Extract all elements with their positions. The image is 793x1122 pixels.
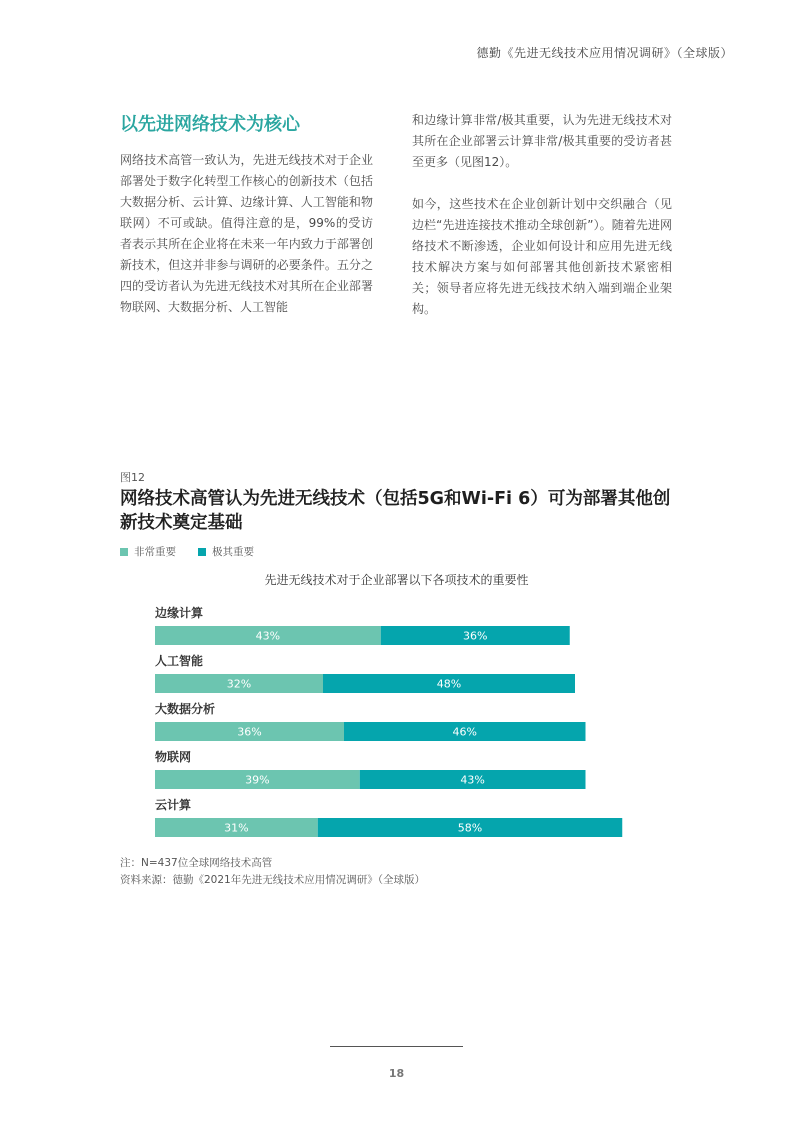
category-label: 云计算 (155, 798, 192, 812)
bar-value-label: 48% (436, 677, 462, 691)
bar-value-label: 43% (460, 773, 485, 787)
page-number: 18 (388, 1067, 405, 1080)
sample-note: 注：N=437位全球网络技术高管 (120, 857, 273, 869)
figure-label: 图12 (120, 471, 145, 484)
bar-value-label: 36% (237, 725, 262, 739)
body-paragraph: 如今，这些技术在企业创新计划中交织融合（见边栏“先进连接技术推动全球创新”）。随着先进网络技术不断渗透，企业如何设计和应用先进无线技术解决方案与如何部署其他创新技术紧密相关；领导者应将先进无线技术纳入端到端企业架构。 (412, 197, 672, 316)
chart-subtitle: 先进无线技术对于企业部署以下各项技术的重要性 (264, 573, 529, 587)
category-label: 物联网 (155, 750, 192, 764)
bar-value-label: 32% (226, 677, 252, 691)
bar-value-label: 58% (457, 821, 483, 835)
category-label: 大数据分析 (155, 702, 216, 716)
source-note: 资料来源：德勤《2021年先进无线技术应用情况调研》（全球版） (120, 874, 425, 886)
footer-divider (330, 1046, 463, 1047)
bar-value-label: 43% (255, 629, 281, 643)
bar-value-label: 31% (224, 821, 249, 835)
legend-label: 非常重要 (134, 546, 176, 558)
legend-label: 极其重要 (212, 546, 254, 558)
category-label: 人工智能 (155, 654, 204, 668)
bar-value-label: 36% (463, 629, 488, 643)
section-heading: 以先进网络技术为核心 (120, 114, 300, 135)
figure-title: 网络技术高管认为先进无线技术（包括5G和Wi-Fi 6）可为部署其他创新技术奠定基础 (120, 489, 671, 533)
running-header: 德勤《先进无线技术应用情况调研》（全球版） (476, 46, 733, 60)
bar-value-label: 46% (452, 725, 477, 739)
category-label: 边缘计算 (155, 606, 204, 620)
body-paragraph: 网络技术高管一致认为，先进无线技术对于企业部署处于数字化转型工作核心的创新技术（包括大数据分析、云计算、边缘计算、人工智能和物联网）不可或缺。值得注意的是，99%的受访者表示其所在企业将在未来一年内致力于部署创新技术，但这并非参与调研的必要条件。五分之四的受访者认为先进无线技术对其所在企业部署物联网、大数据分析、人工智能 (120, 153, 373, 314)
body-paragraph: 和边缘计算非常/极其重要，认为先进无线技术对其所在企业部署云计算非常/极其重要的受访者甚至更多（见图12）。 (412, 113, 672, 169)
bar-value-label: 39% (245, 773, 270, 787)
